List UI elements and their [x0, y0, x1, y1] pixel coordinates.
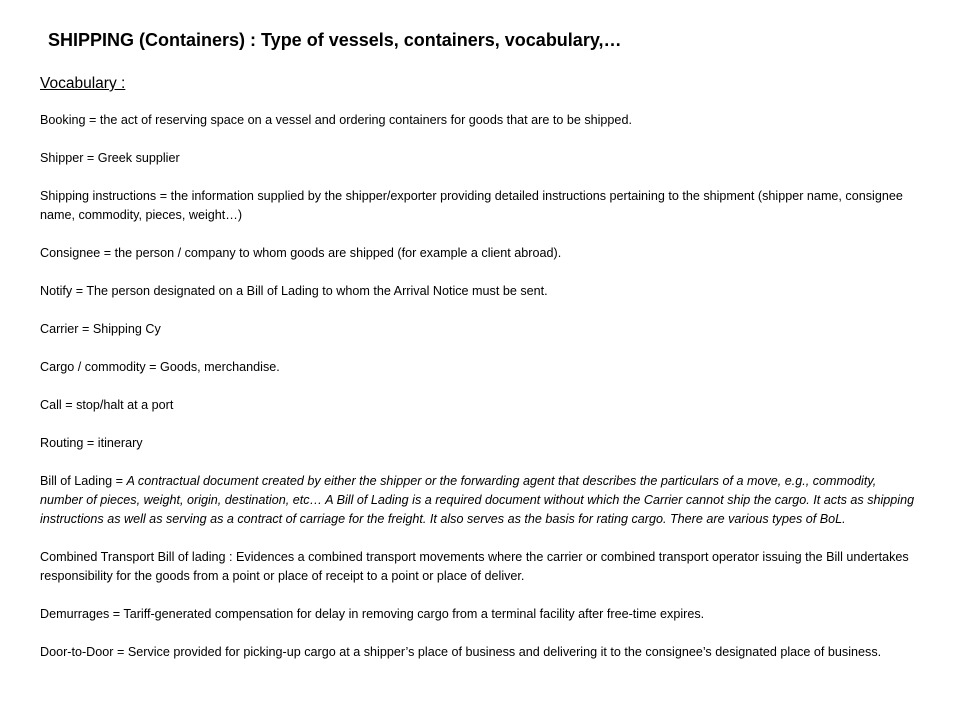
- vocabulary-entry-demurrages: [40, 605, 920, 624]
- vocabulary-entry-routing: [40, 434, 920, 453]
- vocabulary-entry-booking: [40, 111, 920, 130]
- entry-definition: A contractual document created by either the shipper or the forwarding agent that describes the particulars of a move, e.g., commodity, number of pieces, weight, origin, destination, etc… A Bill of Lading is a required document without which the Carrier cannot ship the cargo. It acts as shipping instructions as well as serving as a contract of carriage for the freight. It also serves as the basis for rating cargo. There are various types of BoL.: [40, 474, 915, 526]
- vocabulary-entry-combined-transport-bol: [40, 548, 920, 586]
- entry-separator: =: [156, 189, 171, 203]
- entry-term: Booking: [40, 113, 86, 127]
- entry-separator: =: [112, 474, 127, 488]
- entry-separator: =: [85, 113, 100, 127]
- vocabulary-entry-call: [40, 396, 920, 415]
- entry-definition: the person / company to whom goods are shipped (for example a client abroad).: [114, 246, 562, 260]
- entry-definition: stop/halt at a port: [76, 398, 174, 412]
- entry-term: Demurrages: [40, 607, 110, 621]
- vocabulary-entry-shipping-instructions: [40, 187, 920, 225]
- entry-separator: =: [113, 645, 128, 659]
- vocabulary-list: [40, 111, 920, 662]
- entry-term: Shipping instructions: [40, 189, 157, 203]
- entry-separator: =: [145, 360, 161, 374]
- entry-separator: :: [225, 550, 237, 564]
- entry-separator: =: [72, 284, 87, 298]
- entry-term: Consignee: [40, 246, 101, 260]
- entry-definition: The person designated on a Bill of Lading to whom the Arrival Notice must be sent.: [86, 284, 548, 298]
- entry-term: Shipper: [40, 151, 84, 165]
- entry-separator: =: [83, 436, 98, 450]
- vocabulary-entry-shipper: [40, 149, 920, 168]
- entry-definition: the information supplied by the shipper/exporter providing detailed instructions pertaining to the shipment (shipper name, consignee name, commodity, pieces, weight…): [40, 189, 903, 222]
- vocabulary-entry-notify: [40, 282, 920, 301]
- entry-definition: Greek supplier: [97, 151, 180, 165]
- entry-term: Bill of Lading: [40, 474, 113, 488]
- entry-definition: itinerary: [97, 436, 143, 450]
- vocabulary-entry-cargo: [40, 358, 920, 377]
- entry-separator: =: [109, 607, 124, 621]
- vocabulary-entry-bill-of-lading: [40, 472, 920, 529]
- entry-definition: Goods, merchandise.: [160, 360, 280, 374]
- entry-separator: =: [78, 322, 93, 336]
- slide-title: SHIPPING (Containers) : Type of vessels, containers, vocabulary,…: [48, 30, 622, 50]
- entry-term: Notify: [40, 284, 73, 298]
- entry-definition: Shipping Cy: [92, 322, 161, 336]
- entry-definition: Tariff-generated compensation for delay in removing cargo from a terminal facility after free-time expires.: [123, 607, 705, 621]
- vocabulary-entry-door-to-door: [40, 643, 920, 662]
- vocabulary-entry-carrier: [40, 320, 920, 339]
- entry-definition: Service provided for picking-up cargo at a shipper’s place of business and delivering it to the consignee’s designated place of business.: [127, 645, 882, 659]
- entry-term: Cargo / commodity: [40, 360, 146, 374]
- entry-separator: =: [100, 246, 115, 260]
- entry-term: Call: [40, 398, 62, 412]
- entry-definition: the act of reserving space on a vessel and ordering containers for goods that are to be shipped.: [99, 113, 632, 127]
- vocabulary-entry-consignee: [40, 244, 920, 263]
- entry-term: Combined Transport Bill of lading: [40, 550, 226, 564]
- entry-separator: =: [61, 398, 77, 412]
- entry-term: Door-to-Door: [40, 645, 114, 659]
- entry-separator: =: [83, 151, 98, 165]
- entry-term: Routing: [40, 436, 84, 450]
- entry-definition: Evidences a combined transport movements where the carrier or combined transport operator issuing the Bill undertakes responsibility for the goods from a point or place of receipt to a point or place of deliver.: [40, 550, 909, 583]
- vocabulary-heading: Vocabulary :: [40, 75, 126, 92]
- entry-term: Carrier: [40, 322, 79, 336]
